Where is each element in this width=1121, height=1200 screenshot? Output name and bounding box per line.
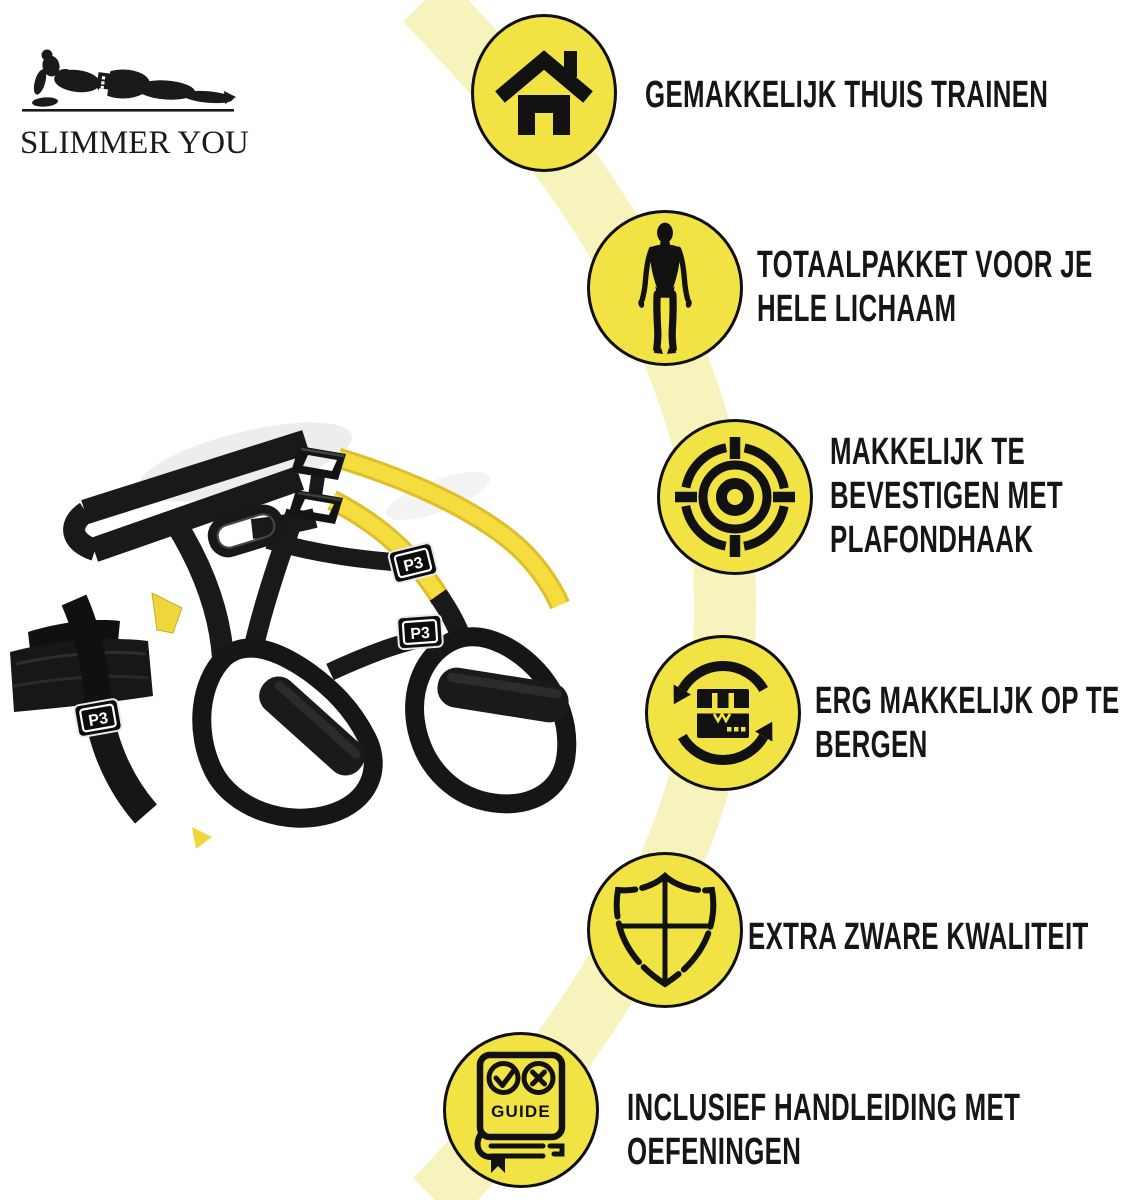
- human-body-icon: [634, 222, 696, 354]
- feature-circle-guide: [443, 1032, 599, 1188]
- feature-line: EXTRA ZWARE KWALITEIT: [748, 916, 1089, 958]
- feature-3-text: [830, 430, 1121, 562]
- feature-6-text: [627, 1086, 1121, 1174]
- feature-1-text: [645, 73, 1121, 117]
- feature-line: TOTAALPAKKET VOOR JE: [757, 244, 1093, 286]
- feature-line: ERG MAKKELIJK OP TE: [815, 680, 1120, 722]
- feature-line: BEVESTIGEN MET: [830, 475, 1064, 517]
- feature-line: GEMAKKELIJK THUIS TRAINEN: [645, 74, 1049, 116]
- feature-line: HELE LICHAAM: [757, 288, 957, 330]
- feature-circle-quality: [587, 852, 743, 1008]
- p3-label-text: P3: [409, 624, 431, 644]
- bookmark-ribbon: [491, 1157, 505, 1173]
- yellow-adjuster-tag: [152, 593, 182, 633]
- feature-circle-storage: [645, 635, 801, 791]
- shield-icon: [607, 866, 723, 994]
- handles: [202, 637, 572, 818]
- feature-line: OEFENINGEN: [627, 1131, 802, 1173]
- p3-strap-tag: [397, 615, 443, 650]
- feature-circle-target: [657, 419, 813, 575]
- storage-box-icon: [658, 648, 788, 778]
- feature-line: INCLUSIEF HANDLEIDING MET: [627, 1087, 1021, 1129]
- reclining-woman-silhouette-icon: [20, 48, 236, 114]
- p3-label-text: P3: [401, 554, 426, 576]
- yellow-strap-end: [192, 827, 212, 849]
- product-photo-suspension-trainer: [0, 400, 600, 850]
- guide-icon-text: GUIDE: [491, 1102, 551, 1121]
- p3-label-text: P3: [87, 709, 110, 731]
- feature-5-text: [748, 915, 1121, 959]
- brand-logo: [20, 48, 260, 162]
- p3-strap-tag: [74, 698, 123, 737]
- feature-4-text: [815, 679, 1121, 767]
- feature-circle-body: [587, 210, 743, 366]
- feature-2-text: [757, 243, 1121, 331]
- feature-line: PLAFONDHAAK: [830, 519, 1034, 561]
- home-icon: [494, 45, 594, 141]
- guide-book-icon: [465, 1047, 577, 1173]
- brand-wordmark: SLIMMER YOU: [20, 125, 249, 161]
- feature-circle-home: [471, 14, 617, 172]
- feature-line: MAKKELIJK TE: [830, 431, 1026, 473]
- target-icon: [671, 433, 799, 561]
- feature-line: BERGEN: [815, 724, 928, 766]
